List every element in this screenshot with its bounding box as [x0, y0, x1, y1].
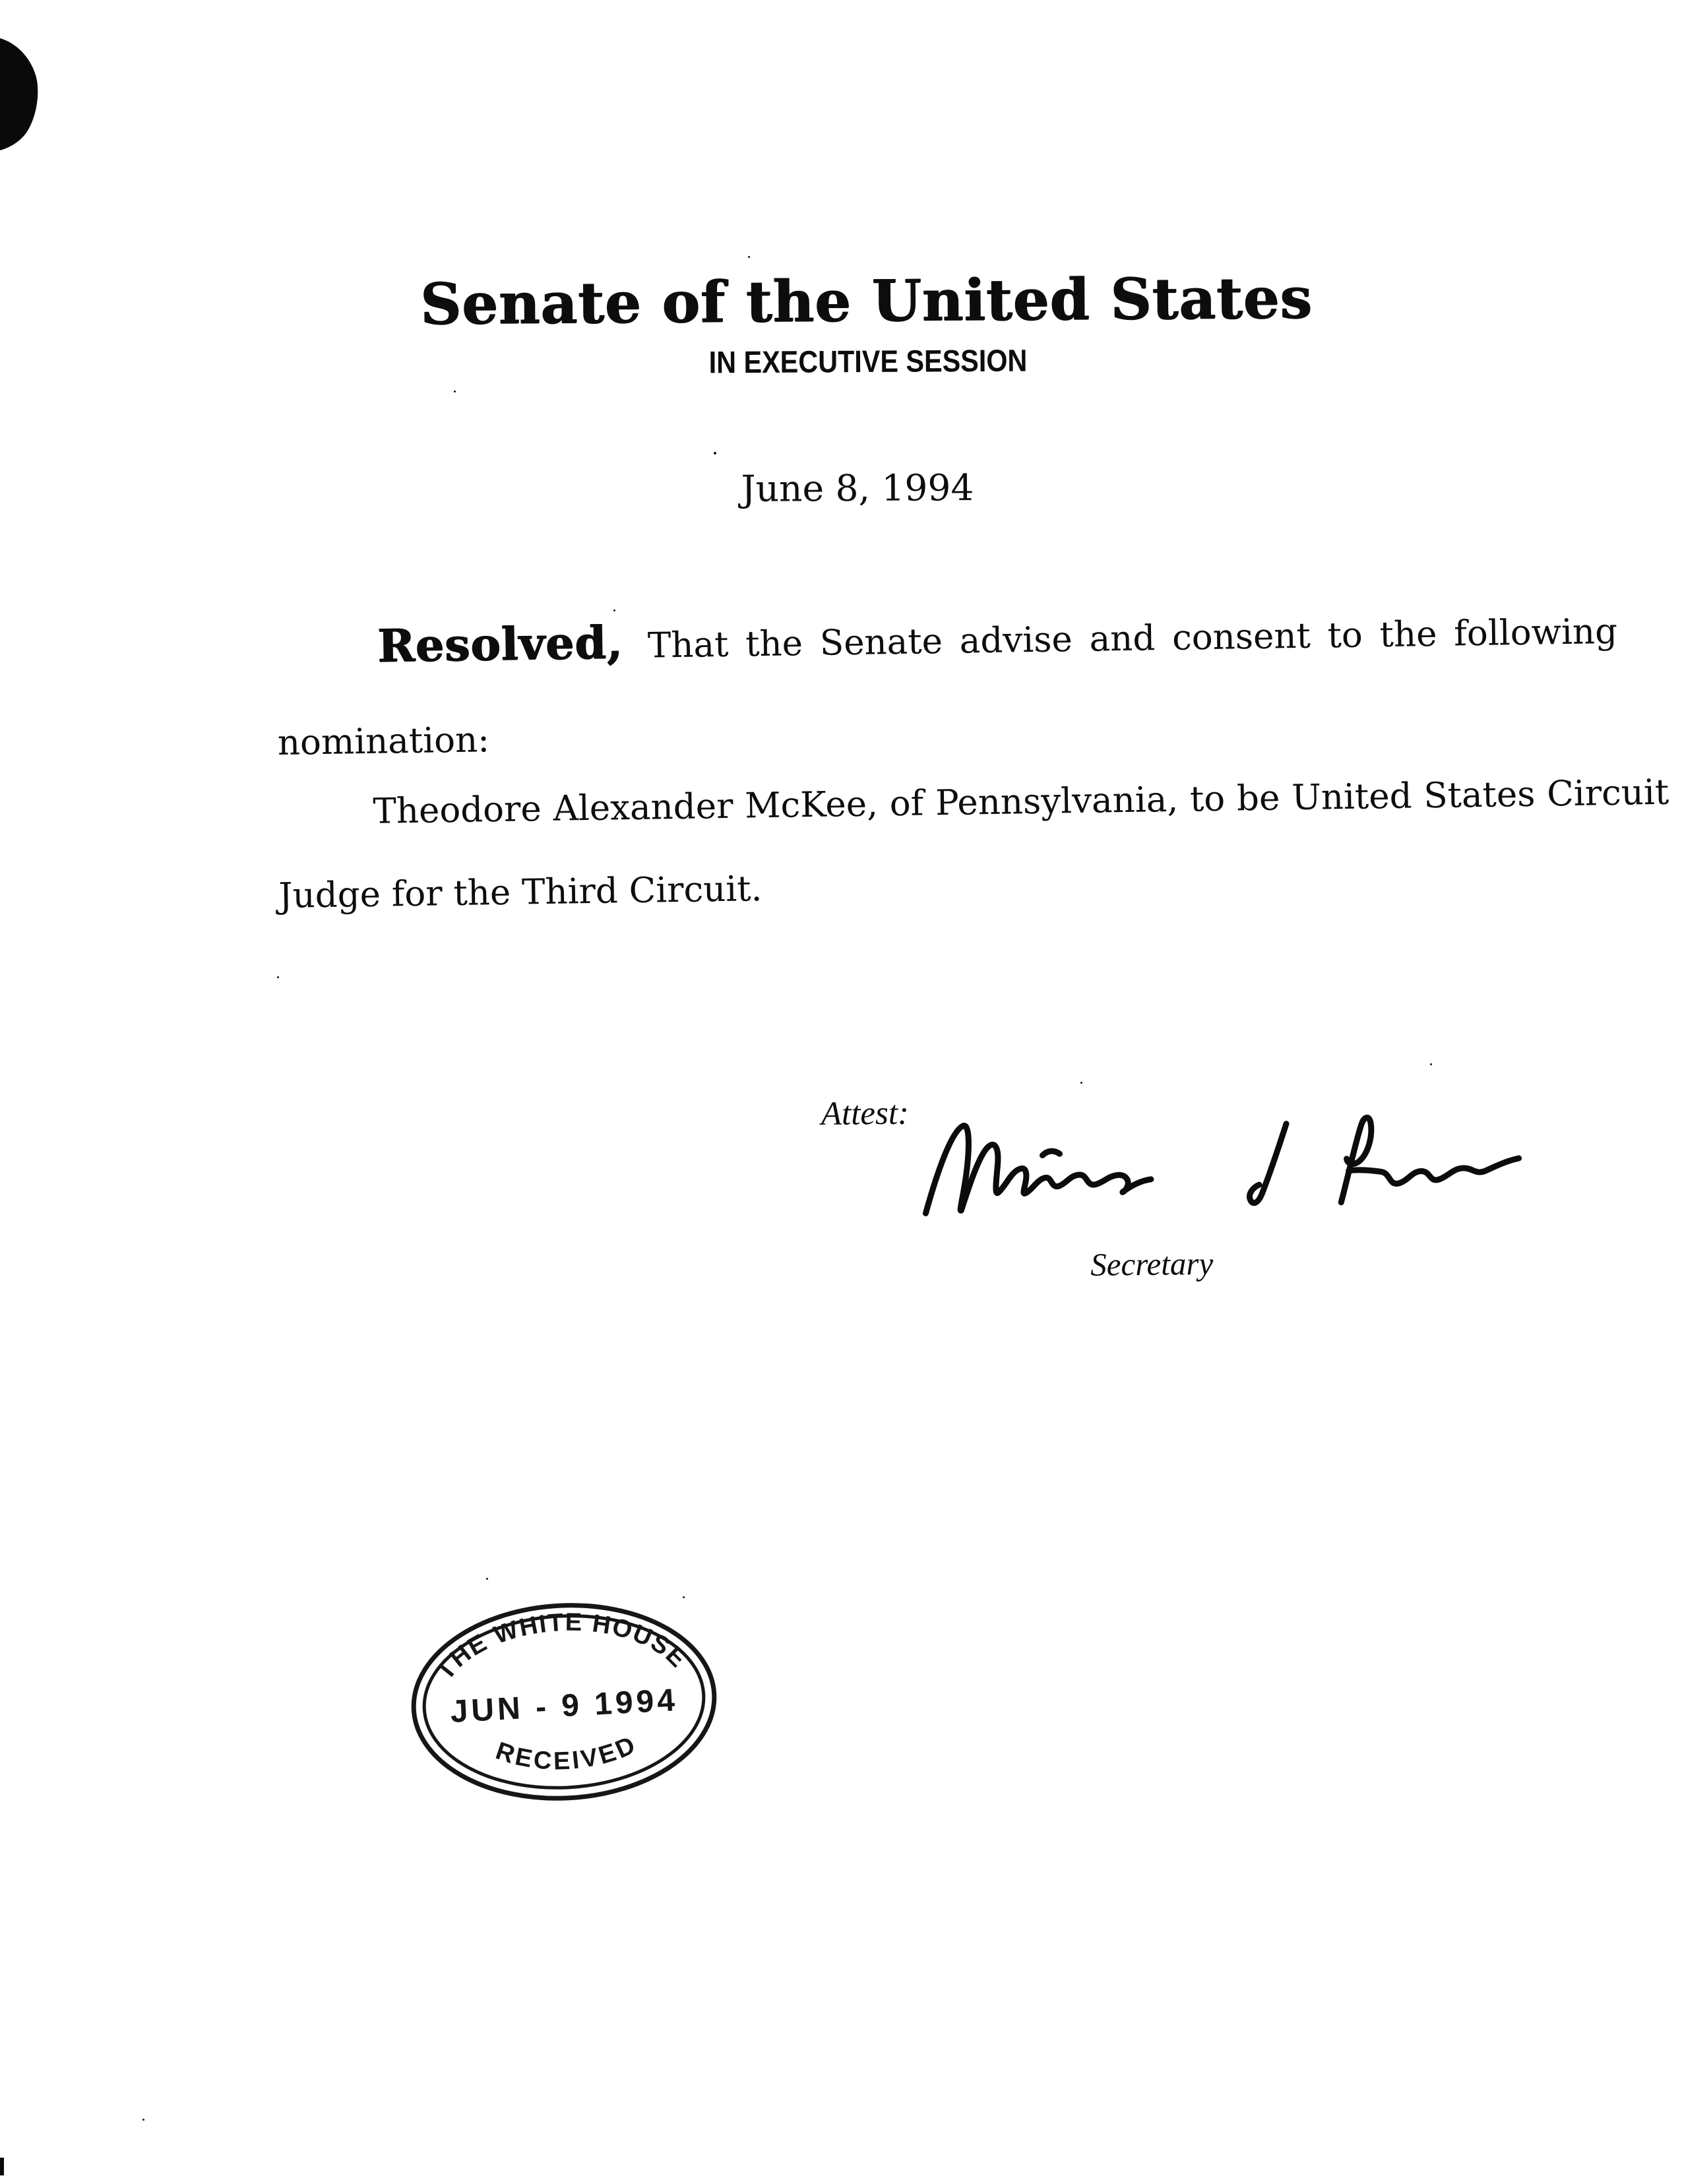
stamp-bottom-text: RECEIVED — [492, 1730, 642, 1776]
document-title: Senate of the United States — [420, 265, 1313, 338]
secretary-title: Secretary — [1090, 1245, 1214, 1283]
scan-speck — [277, 976, 279, 978]
scan-speck — [683, 1596, 685, 1598]
stamp-top-text: THE WHITE HOUSE — [431, 1608, 693, 1685]
executive-session-subtitle: IN EXECUTIVE SESSION — [708, 342, 1028, 380]
scan-speck — [142, 2119, 144, 2121]
stamp-date-text: JUN - 9 1994 — [449, 1682, 679, 1730]
scan-speck — [1430, 1063, 1432, 1065]
nomination-label: nomination: — [277, 720, 490, 763]
scan-speck — [454, 390, 456, 392]
nomination-text-line-2: Judge for the Third Circuit. — [278, 869, 763, 916]
scan-speck — [748, 256, 750, 258]
scan-speck — [613, 609, 615, 611]
scan-speck — [714, 452, 716, 454]
document-date: June 8, 1994 — [741, 466, 974, 510]
nomination-text-line-1: Theodore Alexander McKee, of Pennsylvania, to be United States Circuit — [373, 772, 1669, 832]
secretary-signature — [913, 1103, 1541, 1248]
svg-text:THE WHITE HOUSE — [429, 1602, 694, 1687]
scan-speck — [486, 1578, 488, 1580]
svg-text:RECEIVED — [491, 1730, 642, 1779]
resolved-clause-text: That the Senate advise and consent to the following — [647, 611, 1618, 666]
resolved-word: Resolved, — [377, 616, 623, 673]
edge-ink-artifact — [0, 2158, 4, 2175]
scan-speck — [1080, 1082, 1082, 1084]
white-house-received-stamp — [399, 1591, 729, 1815]
attest-label: Attest: — [821, 1094, 910, 1133]
